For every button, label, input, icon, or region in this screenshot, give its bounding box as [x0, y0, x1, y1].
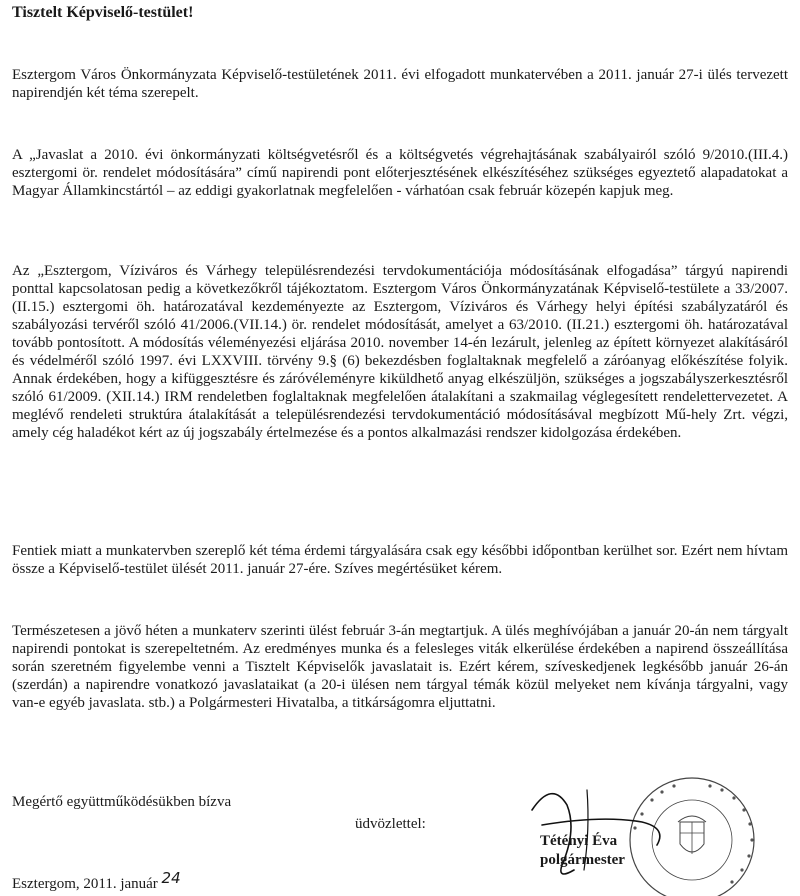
place-date: [12, 869, 181, 893]
place-date-text: Esztergom, 2011. január: [12, 876, 158, 892]
greeting-line: üdvözlettel:: [355, 816, 426, 832]
paragraph-postponement: Fentiek miatt a munkatervben szereplő két téma érdemi tárgyalására csak egy későbbi időpontban kerülhet sor. Ezért nem hívtam össze a Képviselő-testület ülését 2011. január 27-ére. Szíves megértésüket kérem.: [12, 543, 788, 577]
handwritten-day: 24: [161, 869, 181, 887]
salutation: Tisztelt Képviselő-testület!: [12, 4, 194, 21]
letter-page: [12, 0, 788, 896]
paragraph-next-meeting: Természetesen a jövő héten a munkaterv szerinti ülést február 3-án megtartjuk. A ülés meghívójában a január 20-án nem tárgyalt napirendi pontokat is szerepeltetném. Az eredményes munka és a felesleges viták elkerülése érdekében a napirend összeállítása során szeretném figyelembe venni a Tisztelt Képviselők javaslatait is. Ezért kérem, szíveskedjenek legkésőbb január 26-án (szerdán) a napirendre vonatkozó javaslataikat (a 20-i ülésen nem tárgyal témák közül melyeket nem kívánja tárgyalni, vagy van-e egyéb javaslata. stb.) a Polgármesteri Hivatalba, a titkárságomra eljuttatni.: [12, 623, 788, 711]
signer-title: polgármester: [540, 852, 625, 868]
closing-line: Megértő együttműködésükben bízva: [12, 794, 232, 810]
paragraph-budget: A „Javaslat a 2010. évi önkormányzati költségvetésről és a költségvetés végrehajtásának szabályairól szóló 9/2010.(III.4.) esztergomi ör. rendelet módosítására” című napirendi pont előterjesztésének elkészítéséhez szükséges egyeztető alapadatokat a Magyar Államkincstártól – az eddigi gyakorlatnak megfelelően - várhatóan csak február közepén kapjuk meg.: [12, 147, 788, 199]
paragraph-intro: Esztergom Város Önkormányzata Képviselő-testületének 2011. évi elfogadott munkatervében a 2011. január 27-i ülés tervezett napirendjén két téma szerepelt.: [12, 67, 788, 101]
paragraph-planning: Az „Esztergom, Víziváros és Várhegy településrendezési tervdokumentációja módosításának elfogadása” tárgyú napirendi ponttal kapcsolatosan pedig a következőkről tájékoztatom. Esztergom Város Önkormányzatának Képviselő-testülete a 33/2007. (II.15.) esztergomi öh. határozatával kezdeményezte az Esztergom, Víziváros és Várhegy helyi építési szabályzatáról és szabályozási tervéről szóló 41/2006.(VII.14.) ör. rendelet módosítását, amelyet a 63/2010. (II.21.) esztergomi öh. határozatával tovább pontosított. A módosítás véleményezési eljárása 2010. november 14-én lezárult, jelenleg az épített környezet alakításáról és védelméről szóló 1997. évi LXXVIII. törvény 9.§ (6) bekezdésben foglaltaknak megfelelő a záróanyag előkészítése folyik. Annak érdekében, hogy a kifüggesztésre és záróvéleményre kiküldhető anyag elkészüljön, szükséges a jogszabályszerkesztésről szóló 61/2009. (XII.14.) IRM rendeletben foglaltaknak megfelelően átalakítani a szakmailag véglegesített rendelettervezetet. A meglévő rendeleti struktúra átalakítását a településrendezési tervdokumentáció módosításával megbízott Mű-hely Zrt. végzi, amely cég haladékot kért az új jogszabály értelmezése és a pontos alkalmazási rendszer kidolgozása érdekében.: [12, 263, 788, 441]
signature-and-seal: [492, 770, 800, 896]
signer-name: Tétényi Éva: [540, 833, 618, 849]
